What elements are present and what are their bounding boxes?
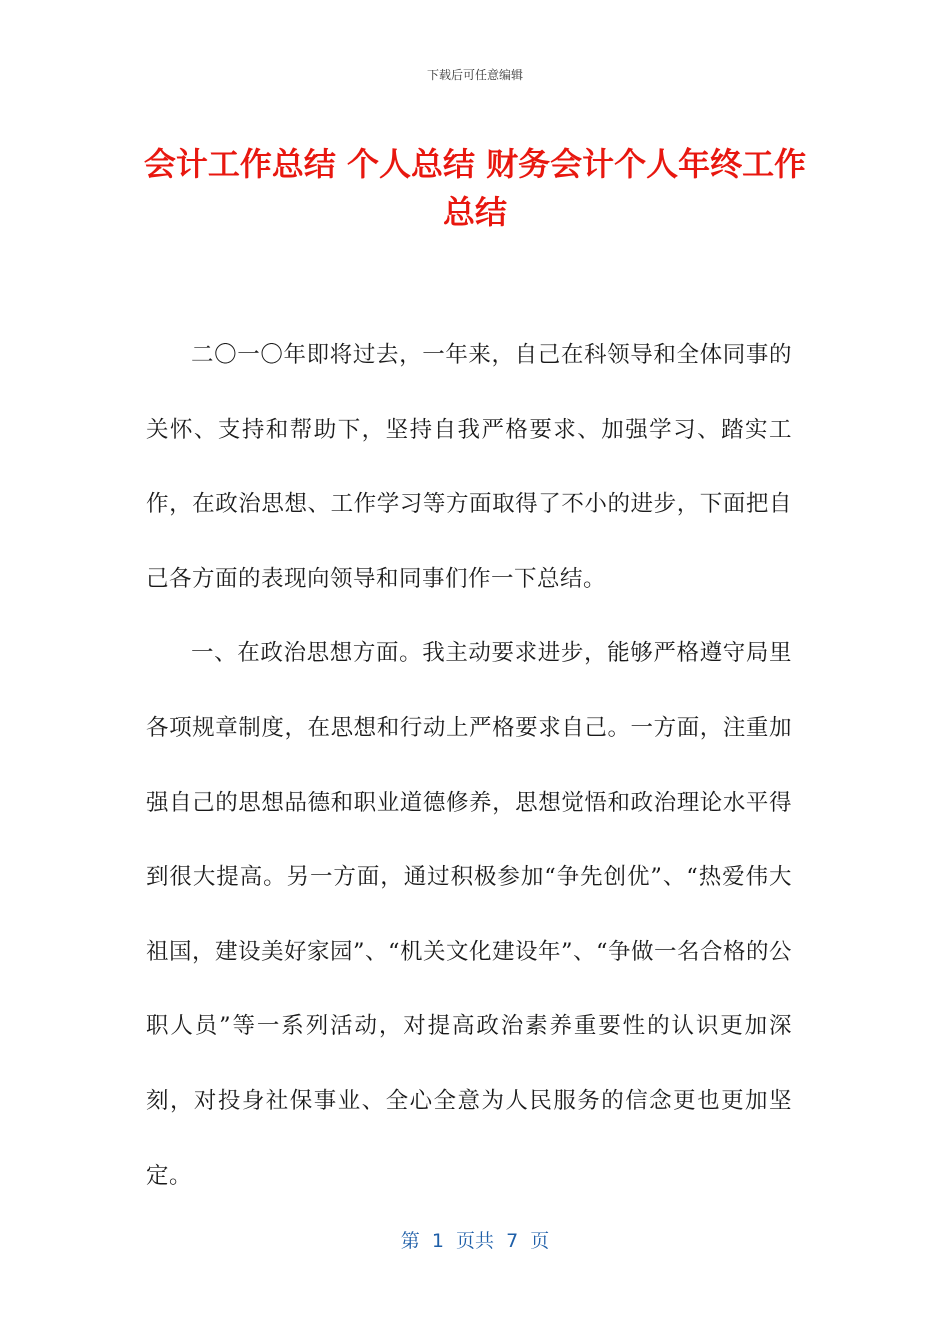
header-note: 下载后可任意编辑 [426,68,523,82]
page-number: 第 1 页共 7 页 [400,1230,550,1252]
document-title: 会计工作总结 个人总结 财务会计个人年终工作总结 [143,145,807,231]
document-body [146,318,792,1213]
paragraph-political: 一、在政治思想方面。我主动要求进步，能够严格遵守局里各项规章制度，在思想和行动上严格要求自己。一方面，注重加强自己的思想品德和职业道德修养，思想觉悟和政治理论水平得到很大提高。另一方面，通过积极参加“争先创优”、“热爱伟大祖国，建设美好家园”、“机关文化建设年”、“争做一名合格的公职人员”等一系列活动，对提高政治素养重要性的认识更加深刻，对投身社保事业、全心全意为人民服务的信念更也更加坚定。 [146,640,793,1189]
paragraph-intro: 二〇一〇年即将过去，一年来，自己在科领导和全体同事的关怀、支持和帮助下，坚持自我严格要求、加强学习、踏实工作，在政治思想、工作学习等方面取得了不小的进步，下面把自己各方面的表现向领导和同事们作一下总结。 [146,342,792,592]
